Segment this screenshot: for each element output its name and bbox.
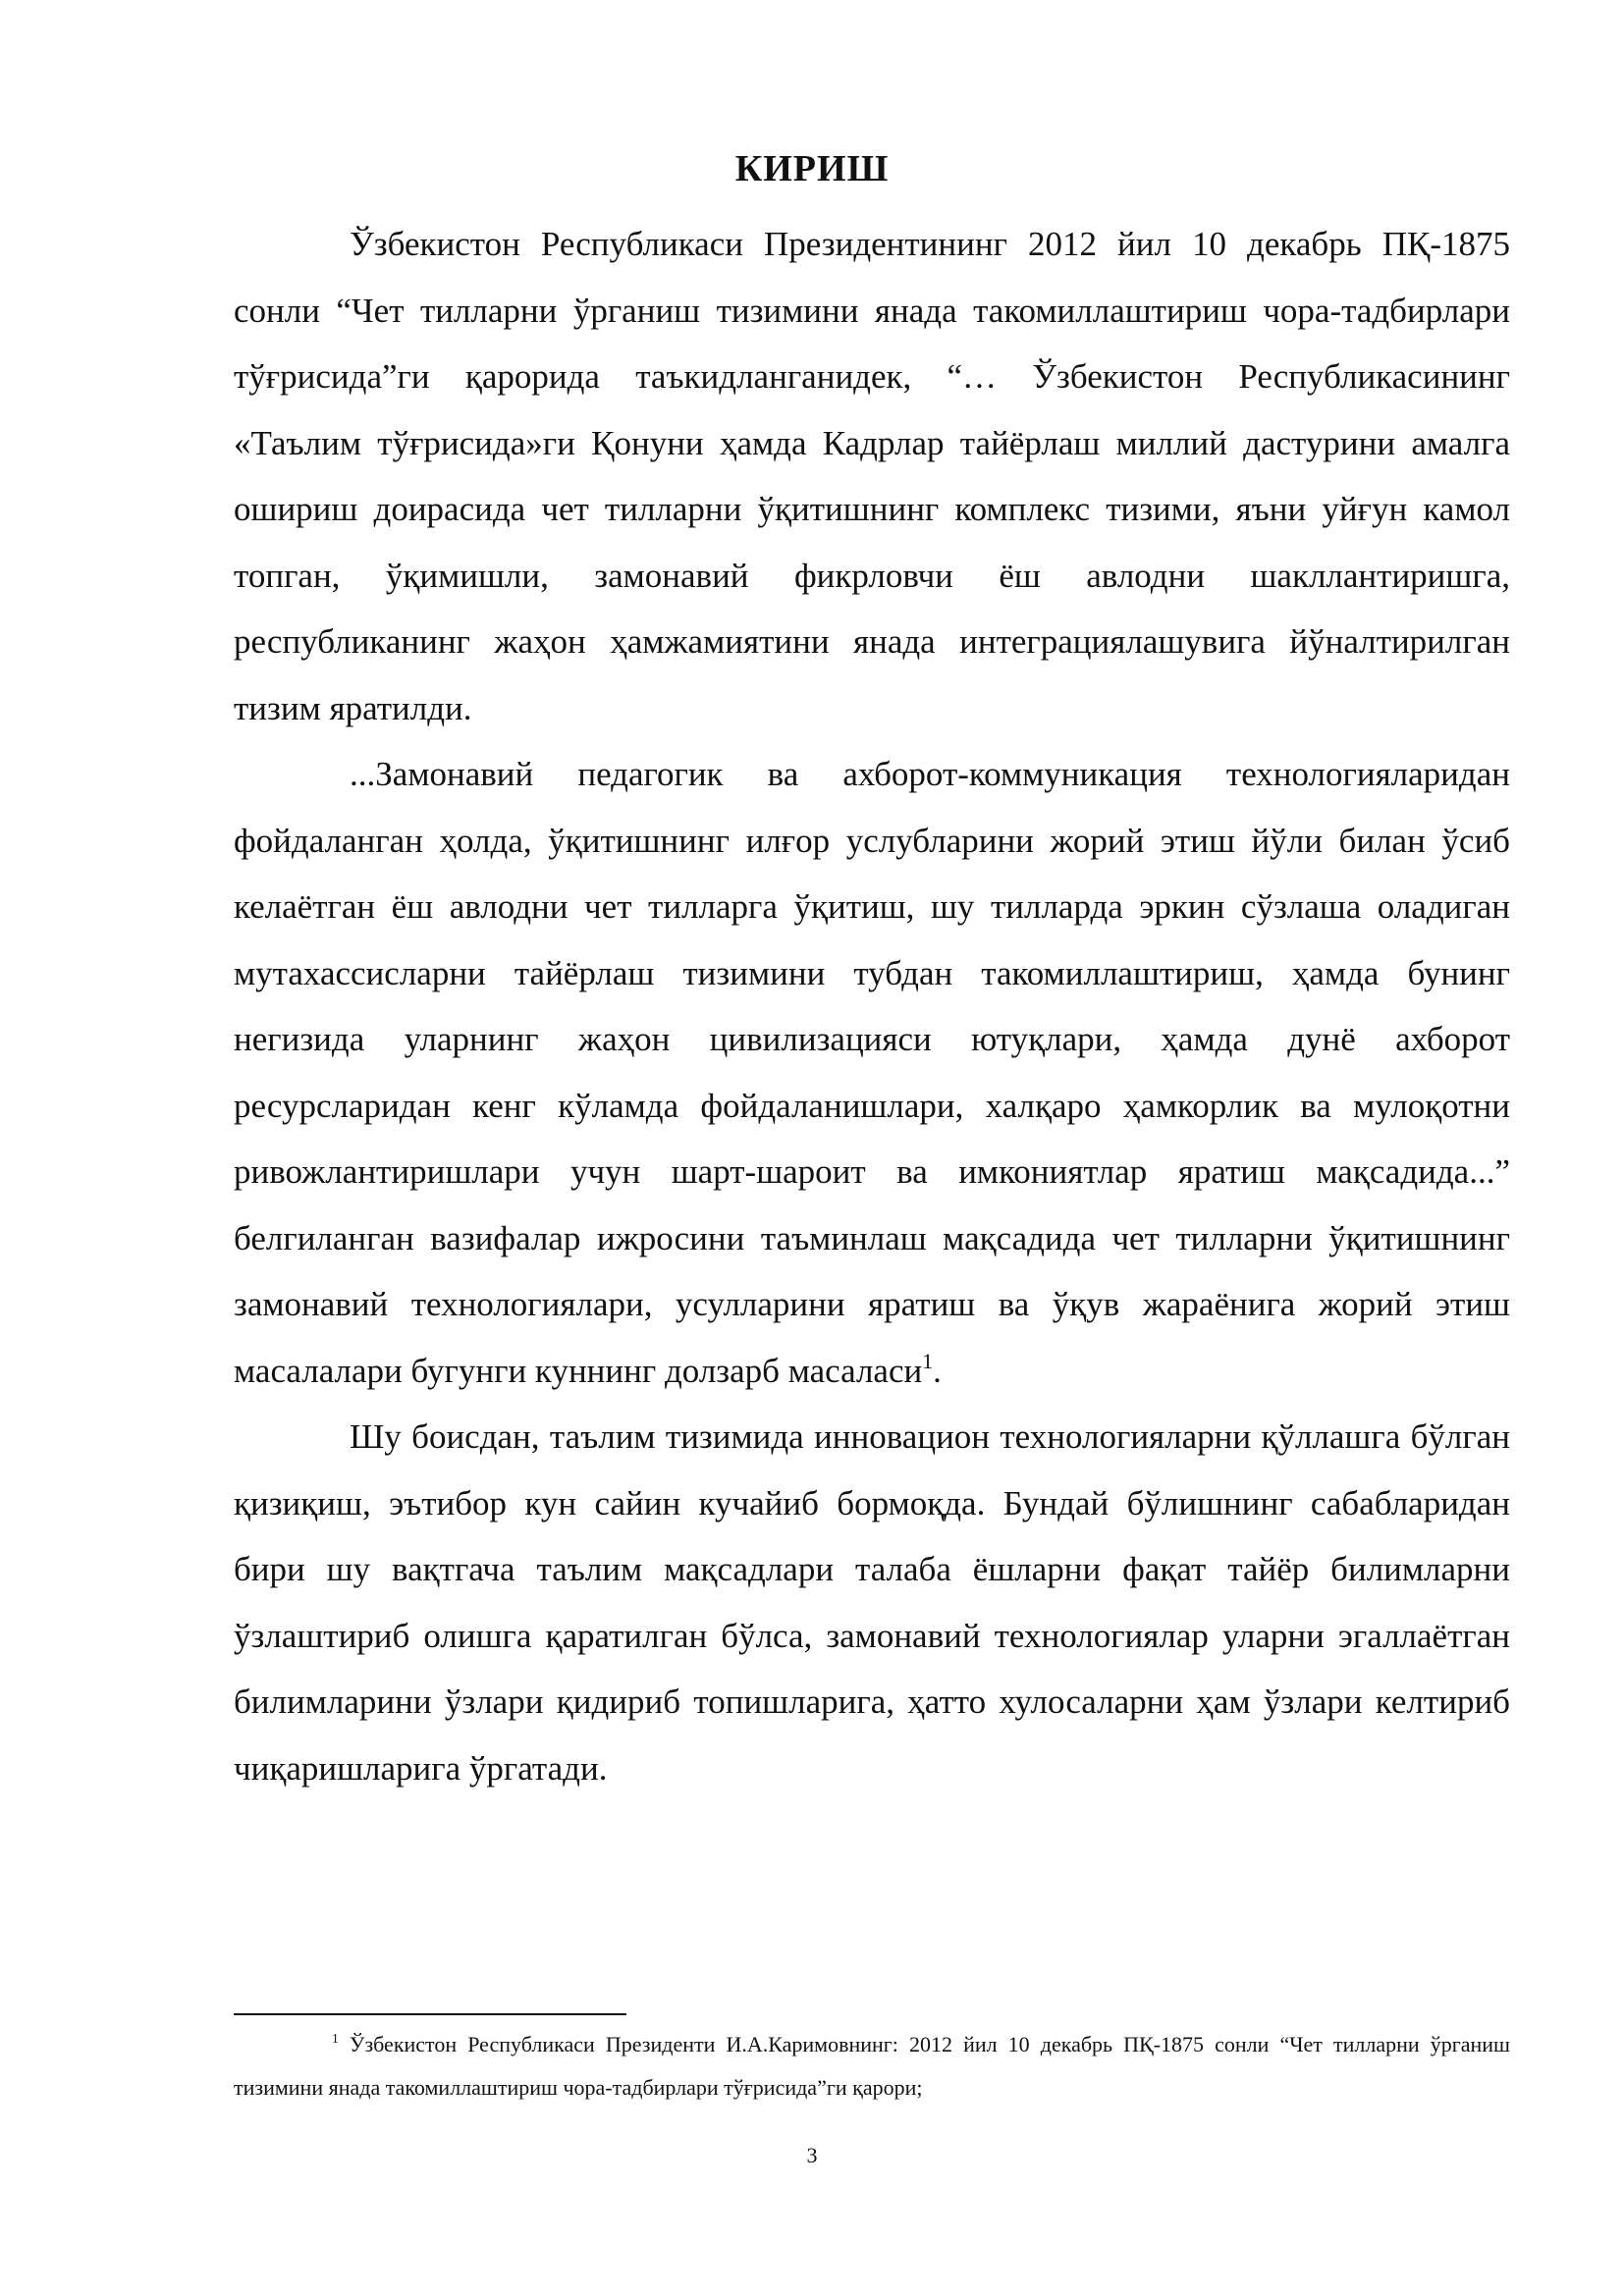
- footnote-text: Ўзбекистон Республикаси Президенти И.А.Каримовнинг: 2012 йил 10 декабрь ПҚ-1875 сонли “Чет тилларни ўрганиш тизимини янада такомиллаштириш чора-тадбирлари тўғрисида”ги қарори;: [234, 2032, 1510, 2100]
- paragraph-2-end: .: [933, 1351, 942, 1390]
- footnote-reference[interactable]: 1: [922, 1349, 934, 1373]
- footnote-separator: [234, 2013, 626, 2015]
- footnote: [234, 2023, 1510, 2109]
- paragraph-1: [234, 211, 1510, 741]
- paragraph-3-text: Шу боисдан, таълим тизимида инновацион технологияларни қўллашга бўлган қизиқиш, эътибор кун сайин кучайиб бормоқда. Бундай бўлишнинг сабабларидан бири шу вақтгача таълим мақсадлари талаба ёшларни фақат тайёр билимларни ўзлаштириб олишга қаратилган бўлса, замонавий технологиялар уларни эгаллаётган билимларини ўзлари қидириб топишларига, ҳатто хулосаларни ҳам ўзлари келтириб чиқаришларига ўргатади.: [234, 1417, 1510, 1788]
- page-heading: КИРИШ: [734, 148, 890, 189]
- page-number: 3: [806, 2143, 818, 2167]
- body-text: [234, 211, 1510, 1801]
- paragraph-1-text: Ўзбекистон Республикаси Президентининг 2012 йил 10 декабрь ПҚ-1875 сонли “Чет тилларни ўрганиш тизимини янада такомиллаштириш чора-тадбирлари тўғрисида”ги қарорида таъкидланганидек, “… Ўзбекистон Республикасининг «Таълим тўғрисида»ги Қонуни ҳамда Кадрлар тайёрлаш миллий дастурини амалга ошириш доирасида чет тилларни ўқитишнинг комплекс тизими, яъни уйғун камол топган, ўқимишли, замонавий фикрловчи ёш авлодни шакллантиришга, республиканинг жаҳон ҳамжамиятини янада интеграциялашувига йўналтирилган тизим яратилди.: [234, 225, 1510, 727]
- paragraph-2: [234, 741, 1510, 1404]
- paragraph-2-text: ...Замонавий педагогик ва ахборот-коммуникация технологияларидан фойдаланган ҳолда, ўқитишнинг илғор услубларини жорий этиш йўли билан ўсиб келаётган ёш авлодни чет тилларга ўқитиш, шу тилларда эркин сўзлаша оладиган мутахассисларни тайёрлаш тизимини тубдан такомиллаштириш, ҳамда бунинг негизида уларнинг жаҳон цивилизацияси ютуқлари, ҳамда дунё ахборот ресурсларидан кенг кўламда фойдаланишлари, халқаро ҳамкорлик ва мулоқотни ривожлантиришлари учун шарт-шароит ва имкониятлар яратиш мақсадида...” белгиланган вазифалар ижросини таъминлаш мақсадида чет тилларни ўқитишнинг замонавий технологиялари, усулларини яратиш ва ўқув жараёнига жорий этиш масалалари бугунги куннинг долзарб масаласи: [234, 755, 1510, 1390]
- footnote-marker: 1: [332, 2031, 339, 2047]
- paragraph-3: [234, 1404, 1510, 1801]
